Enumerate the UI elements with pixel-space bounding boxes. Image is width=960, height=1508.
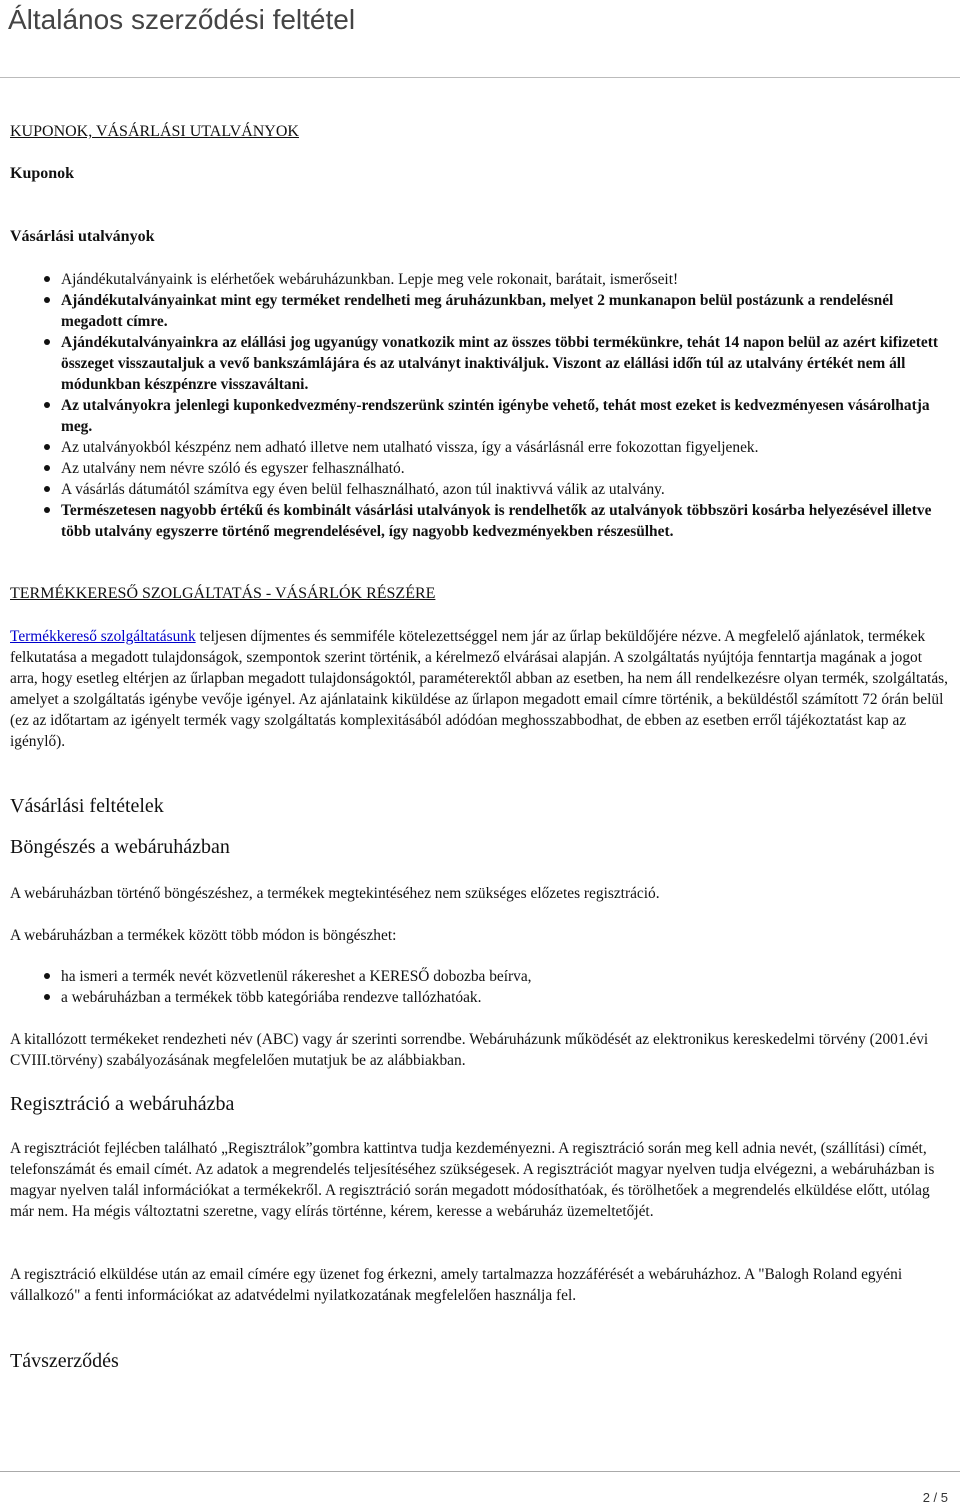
termekkereso-link[interactable]: Termékkereső szolgáltatásunk (10, 628, 196, 645)
list-item: Ajándékutalványaink is elérhetőek webáruházunkban. Lepje meg vele rokonait, barátait, ismerőseit! (0, 269, 950, 290)
bullet-icon (44, 444, 50, 450)
list-item: Természetesen nagyobb értékű és kombinált vásárlási utalványok is rendelhetők az utalványok többszöri kosárba helyezésével illetve több utalvány egyszerre történő megrendelésével, így nagyobb kedvezményekben részesülhet. (0, 500, 950, 542)
document-title: Általános szerződési feltétel (8, 4, 356, 35)
bongeszes-paragraph-3: A kitallózott termékeket rendezheti név (ABC) vagy ár szerinti sorrendbe. Webáruházunk működését az elektronikus kereskedelmi törvény (2001.évi CVIII.törvény) szabályozásának megfelelően mutatjuk be az alábbiakban. (10, 1031, 929, 1069)
list-item: A vásárlás dátumától számítva egy éven belül felhasználható, azon túl inaktivvá válik az utalvány. (0, 479, 950, 500)
browse-list (0, 966, 950, 1008)
voucher-list (0, 269, 950, 542)
section-title-termekkereso: TERMÉKKERESŐ SZOLGÁLTATÁS - VÁSÁRLÓK RÉSZÉRE (10, 585, 436, 602)
list-item: Az utalvány nem névre szóló és egyszer felhasználható. (0, 458, 950, 479)
bullet-icon (44, 507, 50, 513)
bullet-icon (44, 276, 50, 282)
subtitle-kuponok: Kuponok (10, 165, 75, 182)
footer-divider (0, 1471, 960, 1472)
list-item: ha ismeri a termék nevét közvetlenül rákereshet a KERESŐ dobozba beírva, (0, 966, 950, 987)
page-number: 2 / 5 (922, 1490, 948, 1505)
bullet-icon (44, 994, 50, 1000)
heading-vasarlasi-feltetelek: Vásárlási feltételek (10, 795, 164, 817)
heading-regisztracio: Regisztráció a webáruházba (10, 1093, 235, 1115)
bullet-icon (44, 339, 50, 345)
bullet-icon (44, 486, 50, 492)
list-item: Az utalványokból készpénz nem adható illetve nem utalható vissza, így a vásárlásnál erre fokozottan figyeljenek. (0, 437, 950, 458)
heading-tavszerzodes: Távszerződés (10, 1350, 119, 1372)
bongeszes-paragraph-1: A webáruházban történő böngészéshez, a termékek megtekintéséhez nem szükséges előzetes regisztráció. (10, 885, 660, 902)
subtitle-vasarlasi-utalvanyok: Vásárlási utalványok (10, 228, 155, 245)
list-item: a webáruházban a termékek több kategóriába rendezve tallózhatóak. (0, 987, 950, 1008)
regisztracio-paragraph-1: A regisztrációt fejlécben található „Regisztrálok”gombra kattintva tudja kezdeményezni. A regisztráció során meg kell adnia nevét, (szállítási) címét, telefonszámát és email címét. Az adatok a megrendelés teljesítéséhez szükségesek. A regisztrációt magyar nyelven tudja elvégezni, a webáruházban is magyar nyelven talál információkat a termékekről. A regisztráció során megadott módosíthatóak, és törölhetőek a megrendelés elküldése előtt, utólag már nem. Ha mégis változtatni szeretne, vagy elírás történne, kérem, keresse a webáruház üzemeltetőjét. (10, 1140, 935, 1220)
section-title-kuponok: KUPONOK, VÁSÁRLÁSI UTALVÁNYOK (10, 123, 299, 140)
list-item: Ajándékutalványainkra az elállási jog ugyanúgy vonatkozik mint az összes többi termékünkre, tehát 14 napon belül az azért kifizetett összeget visszautaljuk a vevő bankszámlájára és az utalványt inaktiváljuk. Viszont az elállási idő̋n túl az utalvány értékét nem áll módunkban készpénzre visszaváltani. (0, 332, 950, 395)
regisztracio-paragraph-2: A regisztráció elküldése után az email címére egy üzenet fog érkezni, amely tartalmazza hozzáférését a webáruházhoz. A "Balogh Roland egyéni vállalkozó" a fenti információkat az adatvédelmi nyilatkozatának megfelelően használja fel. (10, 1266, 903, 1304)
bullet-icon (44, 465, 50, 471)
bullet-icon (44, 402, 50, 408)
termekkereso-paragraph: Termékkereső szolgáltatásunk teljesen díjmentes és semmiféle kötelezettséggel nem jár az űrlap beküldőjére nézve. A megfelelő ajánlatok, termékek felkutatása a megadott tulajdonságok, szempontok szerint történik, a kérelmező elvárásai alapján. A szolgáltatás nyújtója fenntartja magának a jogot arra, hogy esetleg eltérjen az űrlapban megadott tulajdonságoktól, paraméterektől abban az esetben, ha nem áll rendelkezésre olyan termék, szolgáltatás, amelyet a szolgáltatás igénybe vevője igényel. Az ajánlataink kiküldése az űrlapon megadott email címre történik, a beküldéstől számított 72 órán belül (ez az időtartam az igényelt termék vagy szolgáltatás komplexitásából adódóan meghosszabbodhat, de ebben az esetben erről tájékoztatást kap az igénylő). (10, 628, 949, 750)
bullet-icon (44, 973, 50, 979)
bullet-icon (44, 297, 50, 303)
list-item: Ajándékutalványainkat mint egy terméket rendelheti meg áruházunkban, melyet 2 munkanapon belül postázunk a rendelésnél megadott címre. (0, 290, 950, 332)
list-item: Az utalványokra jelenlegi kuponkedvezmény-rendszerünk szintén igénybe vehető, tehát most ezeket is kedvezményesen vásárolhatja meg. (0, 395, 950, 437)
bongeszes-paragraph-2: A webáruházban a termékek között több módon is böngészhet: (10, 927, 397, 944)
page-header (0, 0, 960, 78)
heading-bongeszes: Böngészés a webáruházban (10, 836, 230, 858)
